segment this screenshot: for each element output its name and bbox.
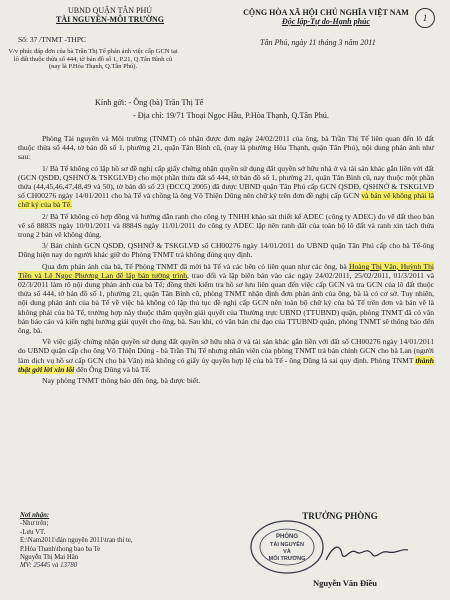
recipient-address: - Địa chỉ: 19/71 Thoại Ngọc Hầu, P.Hòa Thạnh, Q.Tân Phú. bbox=[133, 111, 329, 120]
stamp-text: VÀ bbox=[283, 549, 291, 555]
drafter-name: Nguyễn Thị Mai Hân bbox=[20, 554, 79, 562]
agency-name: TÀI NGUYÊN-MÔI TRƯỜNG bbox=[55, 15, 164, 24]
page-number: 1 bbox=[415, 8, 435, 28]
findings-text-2: , trao đổi và lập biên bản vào các ngày 24/02/2011, 25/02/2011, 01/3/2011 và 02/3/2011 làm rõ nội dung phản ánh của bà Tế; đồng thời kiểm tra hồ sơ lưu liên quan đến việc cấp GCN và tra GCN của lô đất thuộc thửa số 444, tờ bản đồ số 1, phường 21, quận Tân Bình cũ, phòng TNMT nhận định đơn phản ánh của ông, bà là có cơ sở. Tuy nhiên, nội dung phản ánh của bà Tế về việc bà không có lập thủ tục đề nghị cấp GCN nên toàn bộ chữ ký của bà Tế trên đơn và bản vẽ là không phải của bà Tế, trường hợp này thuộc thẩm quyền giải quyết của Thường trực UBND (TTUBND) quận, phòng TNMT đã có văn bản báo cáo và kiến nghị hướng giải quyết cho ông, bà. Sau khi, có văn bản chỉ đạo của TTUBND quận, phòng TNMT sẽ thông báo đến ông, bà. bbox=[18, 270, 434, 336]
document-number: Số: 37 /TNMT -THPC bbox=[18, 35, 86, 44]
date-place: Tân Phú, ngày 11 tháng 3 năm 2011 bbox=[260, 38, 376, 47]
nation-name: CỘNG HÒA XÃ HỘI CHỦ NGHĨA VIỆT NAM bbox=[243, 8, 409, 17]
document-subject: V/v phúc đáp đơn của bà Trần Thị Tế phản ánh việc cấp GCN tại lô đất thuộc thửa số 444, tờ bản đồ số 1, P.21, Q.Tân Bình cũ (nay là P.Hòa Thạnh, Q.Tân Phú). bbox=[8, 48, 178, 70]
paragraph-item-2: 2/ Bà Tế không có hợp đồng và hướng dẫn ranh cho công ty TNHH khảo sát thiết kế ADEC (công ty ADEC) đo vẽ đất theo bản vẽ số 8883S ngày 10/01/2011 và 8884S ngày 11/01/2011 do công ty ADEC lập nên ranh đất của toàn bộ lô đất và ranh xin tách thửa trong 2 bản vẽ không đúng. bbox=[18, 211, 434, 240]
recipients-item: -Lưu VT. bbox=[20, 528, 46, 536]
handwritten-signature bbox=[322, 540, 412, 568]
stamp-text: PHÒNG bbox=[275, 534, 299, 540]
national-motto: Độc lập-Tự do-Hạnh phúc bbox=[281, 17, 371, 26]
stamp-text: TÀI NGUYÊN bbox=[270, 542, 304, 548]
paragraph-item-1 bbox=[18, 164, 434, 210]
paragraph-intro: Phòng Tài nguyên và Môi trường (TNMT) có nhận được đơn ngày 24/02/2011 của ông, bà Trần Thị Tế liên quan đến lô đất thuộc thửa số 444, tờ bản đồ số 1, phường 21, quận Tân Bình cũ, (nay là phường Hòa Thạnh, quận Tân Phú), nội dung phản ánh như sau: bbox=[18, 134, 434, 162]
highlighted-apology: thành thật gởi lời xin lỗi bbox=[18, 355, 434, 374]
official-stamp bbox=[248, 518, 326, 576]
highlighted-text: và bản vẽ không phải là chữ ký của bà Tế. bbox=[18, 191, 434, 210]
agency-parent: UBND QUẬN TÂN PHÚ bbox=[67, 6, 153, 15]
findings-text-1: Qua đơn phản ánh của bà, Tế Phòng TNMT đã mời bà Tế và các bên có liên quan như các ông, bà bbox=[42, 261, 349, 271]
paragraph-item-3: 3/ Bản chính GCN QSDĐ, QSHNỞ & TSKGLVĐ số CH00276 ngày 14/01/2011 do UBND quận Tân Phú cấp cho bà Tế-ông Dũng hiện nay do người khác giữ do Phòng TNMT trả không đúng quy định. bbox=[18, 241, 434, 260]
recipient-block bbox=[95, 96, 425, 122]
paragraph-closing: Nay phòng TNMT thông báo đến ông, bà được biết. bbox=[42, 376, 201, 386]
national-header bbox=[206, 8, 446, 26]
paragraph-apology bbox=[18, 337, 434, 374]
stamp-text: MÔI TRƯỜNG bbox=[268, 556, 306, 562]
letter-body bbox=[18, 134, 434, 387]
apology-text-1: Về việc giấy chứng nhận quyền sử dụng đất quyền sở hữu nhà ở và tài sản khác gắn liền với đất số CH00276 ngày 14/01/2011 do UBND quận cấp cho ông Võ Thiện Dũng - bà Trần Thị Tế nhưng nhân viên của phòng TNMT trả bản chính GCN cho bà Lan (người làm dịch vụ hồ sơ cấp GCN cho bà Vân) mà không có giấy ủy quyền hợp lệ của bà Tế - ông Dũng là sai quy định. Phòng TNMT bbox=[18, 337, 434, 365]
handwritten-note: MV: 25445 và 13780 bbox=[20, 562, 78, 570]
issuing-agency bbox=[30, 6, 190, 24]
file-path: P.Hòa Thanh\thong bao ba Te bbox=[20, 545, 101, 553]
highlighted-names: Hoàng Thị Vân, Huỳnh Thị Tiền và Lê Ngọc Phương Lan để lập bản tường trình bbox=[18, 261, 434, 280]
item-1-text: 1/ Bà Tế không có lập hồ sơ đề nghị cấp giấy chứng nhận quyền sử dụng đất quyền sở hữu nhà ở và tài sản khác gắn liền với đất (GCN QSDĐ, QSHNỞ & TSKGLVĐ) cho một phần thửa đất số 444, tờ bản đồ số 1, phường 21, quận Tân Bình cũ, nay thuộc một phần thửa (44,45,46,47,48,49 và 50), tờ bản đồ số 23 (ĐCCQ 2005) đã được UBND quận Tân Phú cấp GCN QSDĐ, QSHNỞ & TSKGLVĐ số CH00276 ngày 14/01/2011 cho bà Tế và chồng là ông Võ Thiện Dũng nên chữ ký trên đơn đề nghị cấp GCN bbox=[18, 163, 434, 201]
file-path: E:\Nam2011\đán nguyên 2011\tran thi te, bbox=[20, 537, 133, 545]
apology-text-2: đến Ông Dũng và bà Tế. bbox=[74, 364, 151, 374]
paragraph-findings bbox=[18, 262, 434, 336]
signer-title: TRƯỞNG PHÒNG bbox=[302, 511, 378, 521]
recipients-title: Nơi nhận: bbox=[20, 512, 50, 519]
recipients-item: -Như trên; bbox=[20, 520, 49, 528]
recipients-list bbox=[20, 512, 230, 571]
signer-name: Nguyễn Văn Điều bbox=[312, 578, 378, 588]
recipient-name: Kính gởi: - Ông (bà) Trần Thị Tế bbox=[95, 98, 204, 107]
